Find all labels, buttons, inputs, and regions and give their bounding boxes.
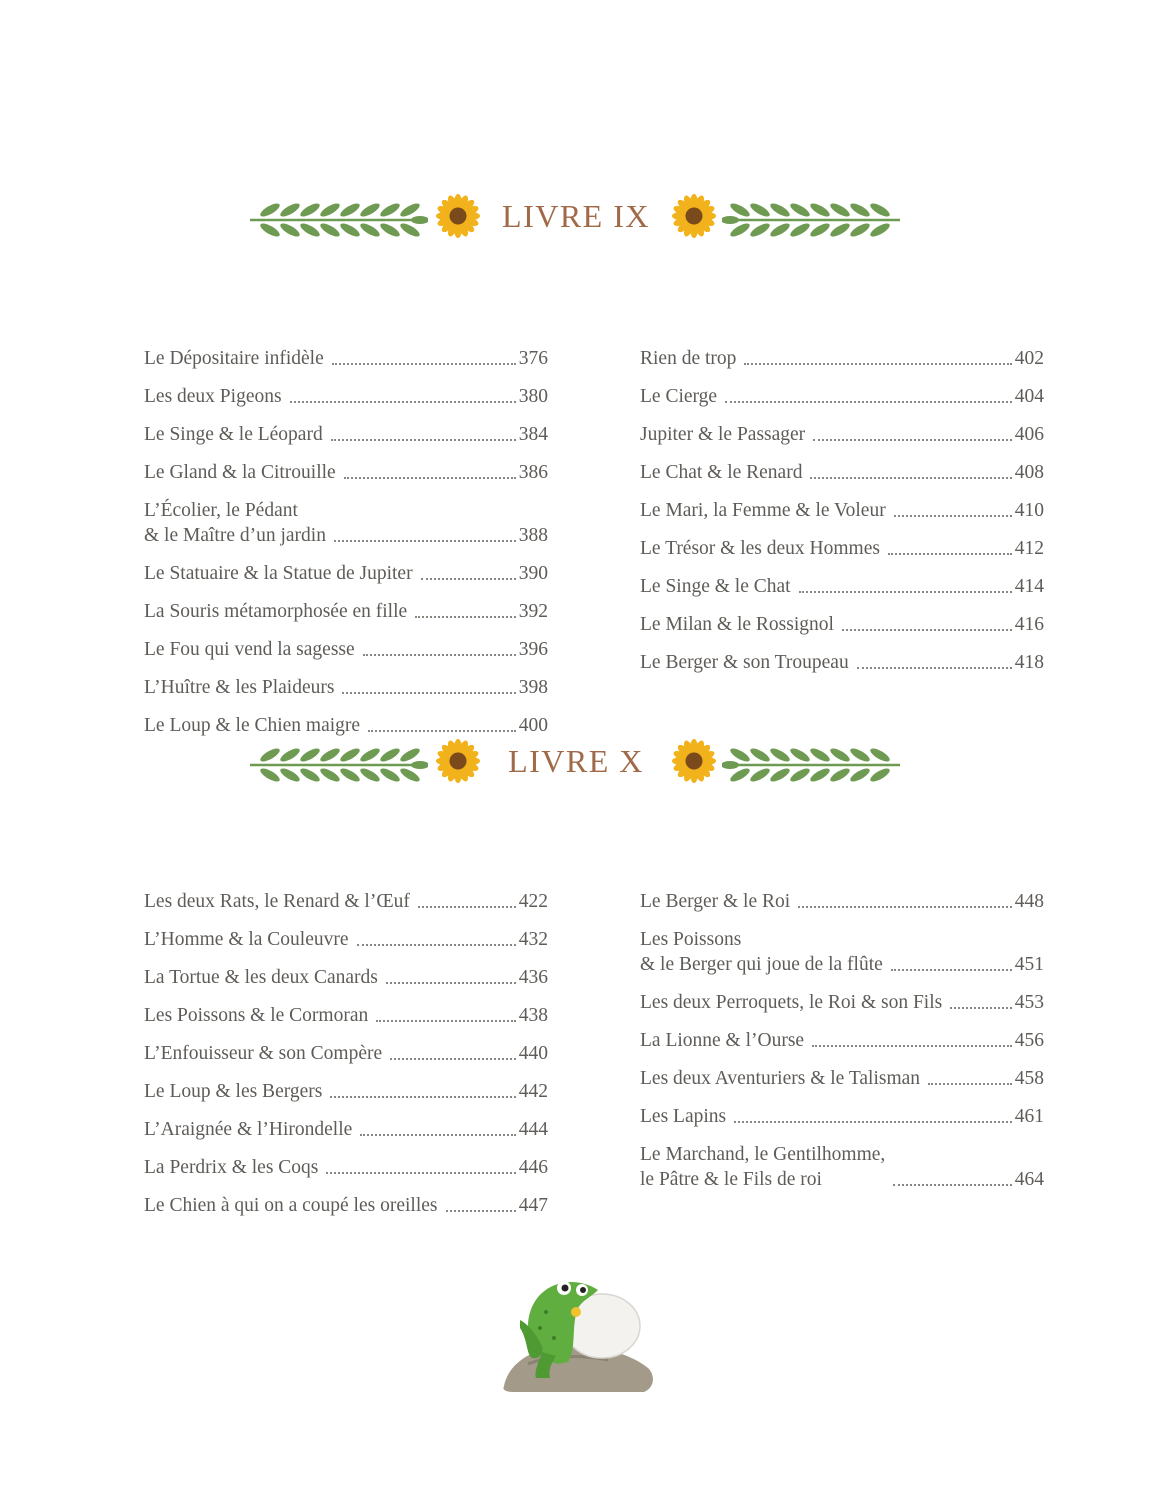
book-heading	[0, 186, 1152, 250]
toc-entry-page: 384	[518, 424, 548, 445]
dot-leader	[725, 401, 1012, 403]
dot-leader	[813, 439, 1012, 441]
toc-column-left	[144, 346, 548, 751]
dot-leader	[360, 1134, 515, 1136]
dot-leader	[334, 540, 516, 542]
dot-leader	[893, 1184, 1011, 1186]
toc-entry-page: 458	[1014, 1068, 1044, 1089]
toc-entry-page: 418	[1014, 652, 1044, 673]
toc-entry	[640, 536, 1044, 561]
toc-entry-page: 380	[518, 386, 548, 407]
toc-entry-page: 412	[1014, 538, 1044, 559]
toc-entry-page: 461	[1014, 1106, 1044, 1127]
toc-entry	[640, 889, 1044, 914]
toc-entry	[144, 346, 548, 371]
toc-entry	[144, 1003, 548, 1028]
toc-entry-title: Le Dépositaire infidèle	[144, 348, 324, 369]
toc-entry-title: La Souris métamorphosée en fille	[144, 601, 408, 622]
dot-leader	[357, 944, 516, 946]
toc-entry-title: L’Araignée & l’Hirondelle	[144, 1119, 353, 1140]
toc-entry	[144, 422, 548, 447]
book-title: LIVRE IX	[502, 198, 650, 234]
toc-entry	[640, 574, 1044, 599]
dot-leader	[326, 1172, 515, 1174]
toc-entry-page: 398	[518, 677, 548, 698]
toc-entry-page: 451	[1014, 954, 1044, 975]
dot-leader	[888, 553, 1012, 555]
toc-column-left	[144, 889, 548, 1231]
toc-entry-page: 390	[518, 563, 548, 584]
toc-entry-title: Le Singe & le Léopard	[144, 424, 323, 445]
dot-leader	[894, 515, 1012, 517]
toc-entry-page: 448	[1014, 891, 1044, 912]
dot-leader	[857, 667, 1012, 669]
toc-entry-page: 464	[1014, 1169, 1044, 1190]
toc-entry	[144, 1041, 548, 1066]
toc-entry-page: 392	[518, 601, 548, 622]
toc-column-right	[640, 346, 1044, 688]
toc-entry-page: 436	[518, 967, 548, 988]
toc-entry	[144, 675, 548, 700]
toc-entry-page: 402	[1014, 348, 1044, 369]
dot-leader	[928, 1083, 1012, 1085]
toc-entry	[640, 498, 1044, 523]
toc-entry-title: Le Milan & le Rossignol	[640, 614, 834, 635]
dot-leader	[415, 616, 516, 618]
toc-entry-page: 444	[518, 1119, 548, 1140]
toc-entry	[640, 1104, 1044, 1129]
dot-leader	[331, 439, 516, 441]
toc-entry-title: L’Enfouisseur & son Compère	[144, 1043, 383, 1064]
dot-leader	[390, 1058, 516, 1060]
dot-leader	[418, 906, 516, 908]
toc-entry-title: Le Singe & le Chat	[640, 576, 791, 597]
toc-entry-page: 410	[1014, 500, 1044, 521]
toc-entry-page: 400	[518, 715, 548, 736]
toc-entry	[640, 460, 1044, 485]
toc-entry-title: Le Chat & le Renard	[640, 462, 803, 483]
toc-entry-page: 453	[1014, 992, 1044, 1013]
toc-entry-title: Les deux Pigeons	[144, 386, 282, 407]
toc-entry-title: Le Statuaire & la Statue de Jupiter	[144, 563, 413, 584]
toc-entry-title: Le Berger & son Troupeau	[640, 652, 849, 673]
toc-entry-title: Les deux Aventuriers & le Talisman	[640, 1068, 921, 1089]
toc-entry	[640, 1066, 1044, 1091]
toc-entry-title: Le Berger & le Roi	[640, 891, 791, 912]
toc-entry	[640, 1142, 1044, 1192]
dot-leader	[798, 906, 1012, 908]
toc-entry	[144, 1155, 548, 1180]
toc-entry-page: 446	[518, 1157, 548, 1178]
toc-entry-page: 408	[1014, 462, 1044, 483]
toc-entry	[640, 346, 1044, 371]
toc-entry-page: 456	[1014, 1030, 1044, 1051]
laurel-branch-icon	[722, 737, 902, 791]
toc-entry-title: Le Gland & la Citrouille	[144, 462, 336, 483]
dot-leader	[342, 692, 515, 694]
dot-leader	[799, 591, 1012, 593]
toc-entry-title: Rien de trop	[640, 348, 737, 369]
toc-entry	[640, 990, 1044, 1015]
toc-entry	[144, 1117, 548, 1142]
toc-entry	[640, 384, 1044, 409]
toc-entry-page: 447	[518, 1195, 548, 1216]
dot-leader	[363, 654, 516, 656]
toc-entry-title: Les Lapins	[640, 1106, 727, 1127]
dot-leader	[744, 363, 1011, 365]
toc-entry-page: 388	[518, 525, 548, 546]
toc-entry	[144, 384, 548, 409]
dot-leader	[734, 1121, 1012, 1123]
toc-entry-page: 396	[518, 639, 548, 660]
toc-entry	[144, 927, 548, 952]
sunflower-icon	[672, 739, 716, 783]
toc-entry-title: Le Mari, la Femme & le Voleur	[640, 500, 886, 521]
toc-entry-page: 404	[1014, 386, 1044, 407]
toc-entry-page: 386	[518, 462, 548, 483]
toc-entry-page: 376	[518, 348, 548, 369]
toc-entry	[144, 965, 548, 990]
book-heading	[0, 731, 1152, 795]
toc-entry	[144, 1193, 548, 1218]
toc-entry	[144, 561, 548, 586]
sunflower-icon	[672, 194, 716, 238]
dot-leader	[386, 982, 516, 984]
dot-leader	[812, 1045, 1012, 1047]
toc-entry-page: 432	[518, 929, 548, 950]
toc-entry-page: 442	[518, 1081, 548, 1102]
toc-entry-page: 440	[518, 1043, 548, 1064]
toc-entry-title: Le Loup & les Bergers	[144, 1081, 323, 1102]
frog-illustration	[498, 1268, 658, 1398]
dot-leader	[891, 969, 1012, 971]
dot-leader	[376, 1020, 516, 1022]
laurel-branch-icon	[722, 192, 902, 246]
toc-entry	[640, 927, 1044, 977]
toc-entry-page: 406	[1014, 424, 1044, 445]
toc-entry-title: Le Chien à qui on a coupé les oreilles	[144, 1195, 438, 1216]
toc-entry-title: Le Fou qui vend la sagesse	[144, 639, 355, 660]
toc-entry-title: L’Huître & les Plaideurs	[144, 677, 335, 698]
toc-entry-title: Les Poissons & le Cormoran	[144, 1005, 369, 1026]
dot-leader	[810, 477, 1011, 479]
toc-entry	[144, 460, 548, 485]
book-section-x	[0, 731, 1152, 1216]
toc-entry	[144, 1079, 548, 1104]
toc-column-right	[640, 889, 1044, 1205]
book-title: LIVRE X	[508, 743, 644, 779]
dot-leader	[950, 1007, 1012, 1009]
toc-entry-page: 422	[518, 891, 548, 912]
dot-leader	[330, 1096, 515, 1098]
toc-entry-title: Jupiter & le Passager	[640, 424, 806, 445]
toc-entry-title: Les deux Rats, le Renard & l’Œuf	[144, 891, 410, 912]
book-section-ix	[0, 186, 1152, 736]
toc-entry	[144, 599, 548, 624]
toc-entry-title: La Lionne & l’Ourse	[640, 1030, 805, 1051]
dot-leader	[290, 401, 516, 403]
toc-entry	[144, 637, 548, 662]
toc-entry	[144, 889, 548, 914]
toc-entry	[640, 1028, 1044, 1053]
toc-entry-title: La Perdrix & les Coqs	[144, 1157, 319, 1178]
toc-entry	[640, 612, 1044, 637]
rock	[503, 1346, 652, 1392]
toc-entry-page: 438	[518, 1005, 548, 1026]
toc-entry-title: Le Cierge	[640, 386, 718, 407]
toc-entry-page: 414	[1014, 576, 1044, 597]
dot-leader	[344, 477, 516, 479]
toc-entry-page: 416	[1014, 614, 1044, 635]
toc-entry-title: Les deux Perroquets, le Roi & son Fils	[640, 992, 943, 1013]
toc-entry-title: Le Marchand, le Gentilhomme, le Pâtre & le Fils de roi	[640, 1144, 886, 1190]
dot-leader	[446, 1210, 516, 1212]
toc-entry-title: L’Écolier, le Pédant & le Maître d’un jardin	[144, 500, 326, 546]
dot-leader	[332, 363, 516, 365]
toc-entry	[144, 498, 548, 548]
toc-entry-title: Les Poissons & le Berger qui joue de la flûte	[640, 929, 883, 975]
toc-entry-title: Le Trésor & les deux Hommes	[640, 538, 880, 559]
dot-leader	[842, 629, 1012, 631]
toc-entry-title: L’Homme & la Couleuvre	[144, 929, 349, 950]
dot-leader	[421, 578, 516, 580]
toc-entry-title: Le Loup & le Chien maigre	[144, 715, 361, 736]
toc-entry	[640, 422, 1044, 447]
toc-entry	[640, 650, 1044, 675]
toc-entry-title: La Tortue & les deux Canards	[144, 967, 378, 988]
